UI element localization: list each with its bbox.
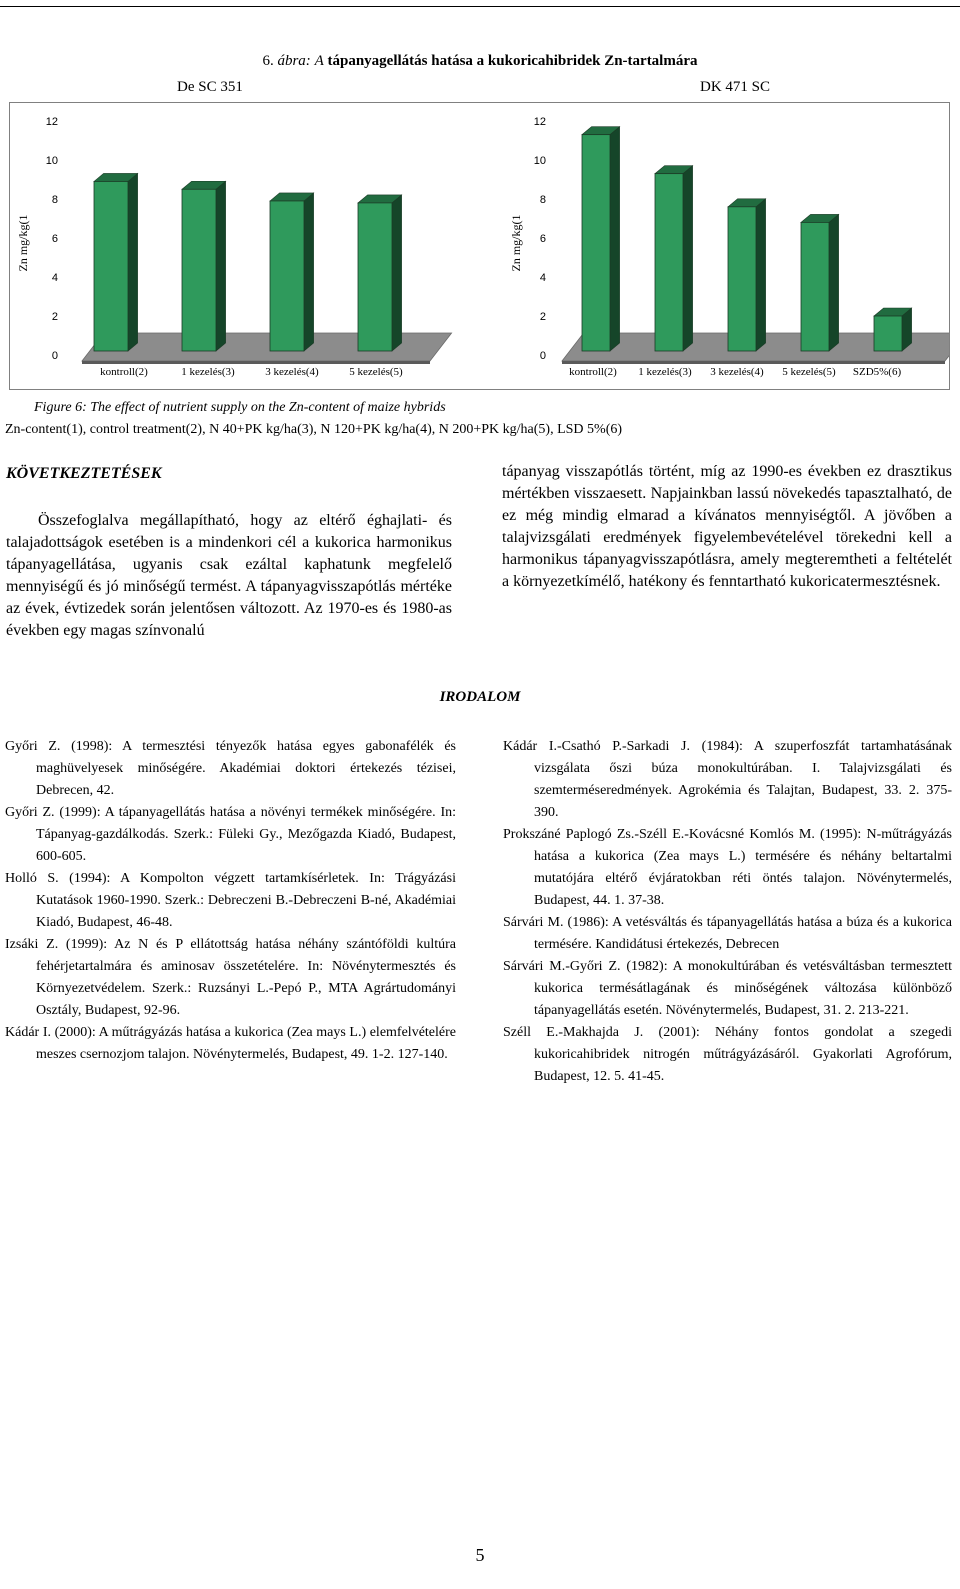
figure-number: 6. [262, 53, 274, 69]
bar-side [128, 173, 138, 351]
top-rule [0, 6, 960, 7]
references-right-column [503, 736, 952, 1088]
x-tick-label: 3 kezelés(4) [265, 366, 319, 378]
y-tick-label: 6 [539, 233, 546, 245]
page-number: 5 [475, 1545, 485, 1565]
bar-side [829, 214, 839, 351]
bar [655, 174, 683, 351]
bar [182, 189, 216, 351]
bar [582, 135, 610, 351]
conclusions-left-text: Összefoglalva megállapítható, hogy az eltérő éghajlati- és talajadottságok esetében is a mindenkori cél a kukorica harmonikus tápanyagellátása, ugyanis csak ezáltal kaphatunk megfelelő mennyiségű és jó minőségű termést. A tápanyagvisszapótlás mértéke az évek, évtizedek során jelentősen változott. Az 1970-es és 1980-as években egy magas színvonalú [6, 512, 452, 639]
reference-item: Kádár I. (2000): A műtrágyázás hatása a kukorica (Zea mays L.) elemfelvételére meszes csernozjom talajon. Növénytermelés, Budapest, 49. 1-2. 127-140. [5, 1025, 456, 1062]
reference-item: Izsáki Z. (1999): Az N és P ellátottság hatása néhány szántóföldi kultúra fehérjetartalmára és aminosav összetételére. In: Növénytermesztés és Környezetvédelem. Szerk.: Ruzsányi L.-Pepó P., MTA Agrártudományi Osztály, Budapest, 92-96. [5, 937, 456, 1018]
y-tick-label: 4 [51, 272, 58, 284]
bar [270, 201, 304, 351]
x-tick-label: kontroll(2) [569, 366, 617, 378]
y-tick-label: 0 [539, 350, 546, 362]
reference-item: Kádár I.-Csathó P.-Sarkadi J. (1984): A szuperfoszfát tartamhatásának vizsgálata őszi búza monokultúrában. I. Talajvizsgálati és szemterméseredmények. Agrokémia és Talajtan, Budapest, 33. 2. 375-390. [503, 739, 952, 820]
chart-floor-edge [562, 361, 945, 364]
bar-side [683, 166, 693, 351]
y-tick-label: 0 [51, 350, 58, 362]
bar [728, 207, 756, 351]
chart-floor-edge [82, 361, 430, 364]
y-tick-label: 12 [533, 116, 546, 128]
y-tick-label: 12 [45, 116, 58, 128]
y-tick-label: 8 [539, 194, 546, 206]
y-axis-label: Zn mg/kg(1 [16, 214, 30, 272]
bar-side [610, 127, 620, 351]
y-tick-label: 2 [539, 311, 546, 323]
x-tick-label: 1 kezelés(3) [181, 366, 235, 378]
y-axis-label: Zn mg/kg(1 [509, 214, 523, 272]
bar [801, 222, 829, 351]
reference-item: Széll E.-Makhajda J. (2001): Néhány fontos gondolat a szegedi kukoricahibridek nitrogén műtrágyázásáról. Gyakorlati Agrofórum, Budapest, 12. 5. 41-45. [503, 1025, 952, 1084]
y-tick-label: 6 [51, 233, 58, 245]
x-tick-label: 5 kezelés(5) [349, 366, 403, 378]
figure-title [0, 53, 960, 70]
figure-title-a: A [314, 53, 324, 69]
x-tick-label: kontroll(2) [100, 366, 148, 378]
x-tick-label: SZD5%(6) [852, 366, 902, 378]
x-tick-label: 3 kezelés(4) [710, 366, 764, 378]
y-tick-label: 10 [45, 155, 58, 167]
bar-charts [10, 103, 949, 389]
bar [874, 316, 902, 351]
x-tick-label: 5 kezelés(5) [782, 366, 836, 378]
reference-item: Sárvári M. (1986): A vetésváltás és tápanyagellátás hatása a búza és a kukorica termésére. Kandidátusi értekezés, Debrecen [503, 915, 952, 952]
reference-item: Győri Z. (1998): A termesztési tényezők hatása egyes gabonafélék és maghüvelyesek minőségére. Akadémiai doktori értekezés tézisei, Debrecen, 42. [5, 739, 456, 798]
bar-side [392, 195, 402, 351]
chart-title-left: De SC 351 [177, 79, 243, 95]
y-tick-label: 8 [51, 194, 58, 206]
bar-side [216, 181, 226, 351]
chart-title-right: DK 471 SC [700, 79, 771, 95]
figure-prefix: ábra: [277, 53, 311, 69]
references-left-column [5, 736, 456, 1066]
bar-side [304, 193, 314, 351]
figure-caption-english: Figure 6: The effect of nutrient supply on the Zn-content of maize hybrids [34, 400, 446, 415]
reference-item: Prokszáné Paplogó Zs.-Széll E.-Kovácsné Komlós M. (1995): N-műtrágyázás hatása a kukorica (Zea mays L.) termésére és néhány beltartalmi mutatójára eltérő évjáratokban réti öntés talajon. Növénytermelés, Budapest, 44. 1. 37-38. [503, 827, 952, 908]
conclusions-heading: KÖVETKEZTETÉSEK [6, 465, 162, 482]
y-tick-label: 2 [51, 311, 58, 323]
x-tick-label: 1 kezelés(3) [638, 366, 692, 378]
bar-side [756, 199, 766, 351]
bar [94, 181, 128, 351]
y-tick-label: 4 [539, 272, 546, 284]
conclusions-left-column [6, 510, 452, 642]
reference-item: Győri Z. (1999): A tápanyagellátás hatása a növényi termékek minőségére. In: Tápanyag-gazdálkodás. Szerk.: Füleki Gy., Mezőgazda Kiadó, Budapest, 600-605. [5, 805, 456, 864]
reference-item: Sárvári M.-Győri Z. (1982): A monokultúrában és vetésváltásban termesztett kukorica termésátlagának és minőségének változása különböző tápanyagellátás esetén. Növénytermelés, Budapest, 31. 2. 213-221. [503, 959, 952, 1018]
reference-item: Holló S. (1994): A Kompolton végzett tartamkísérletek. In: Trágyázási Kutatások 1960-1990. Szerk.: Debreczeni B.-Debreczeni B-né, Akadémiai Kiadó, Budapest, 46-48. [5, 871, 456, 930]
bar [358, 203, 392, 351]
figure-title-text: tápanyagellátás hatása a kukoricahibridek Zn-tartalmára [327, 53, 698, 69]
y-tick-label: 10 [533, 155, 546, 167]
figure-legend-line: Zn-content(1), control treatment(2), N 40+PK kg/ha(3), N 120+PK kg/ha(4), N 200+PK kg/ha(5), LSD 5%(6) [5, 422, 623, 437]
references-heading: IRODALOM [439, 689, 521, 705]
conclusions-right-column: tápanyag visszapótlás történt, míg az 1990-es években ez drasztikus mértékben visszaesett. Napjainkban lassú növekedés tapasztalható, de ez még mindig elmarad a kívánatos mennyiségtől. A jövőben a talajvizsgálati eredmények figyelembevételével törekedni kell a harmonikus tápanyagvisszapótlásra, amely megteremtheti a feltételét a környezetkímélő, hatékony és fenntartható kukoricatermesztésnek. [502, 463, 952, 590]
